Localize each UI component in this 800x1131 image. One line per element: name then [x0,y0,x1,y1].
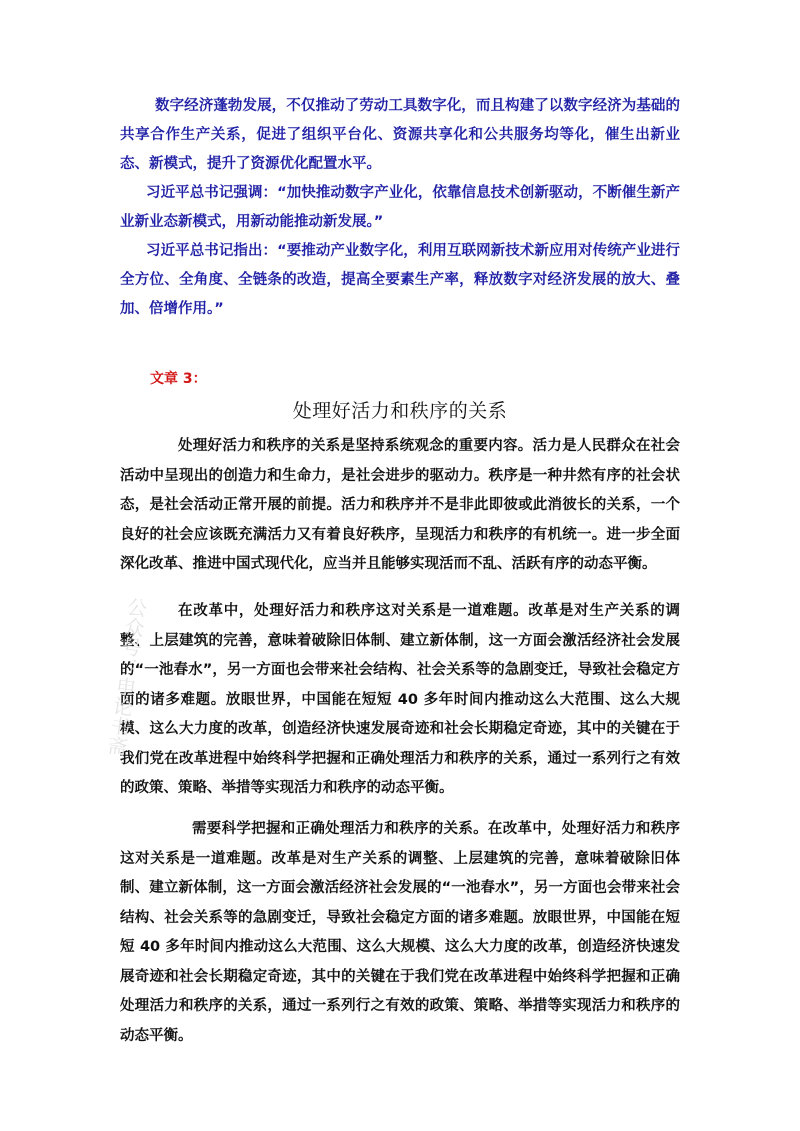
watermark: 公众号：申论书斋 [102,595,150,758]
article-label: 文章 3： [150,371,207,387]
article-paragraph-1: 处理好活力和秩序的关系是坚持系统观念的重要内容。活力是人民群众在社会活动中呈现出的创造力和生命力，是社会进步的驱动力。秩序是一种井然有序的社会状态，是社会活动正常开展的前提。活力和秩序并不是非此即彼或此消彼长的关系，一个良好的社会应该既充满活力又有着良好秩序，呈现活力和秩序的有机统一。进一步全面深化改革、推进中国式现代化，应当并且能够实现活而不乱、活跃有序的动态平衡。 [120,438,680,572]
intro-paragraph-2: 习近平总书记强调：“加快推动数字产业化，依靠信息技术创新驱动，不断催生新产业新业态新模式，用新动能推动新发展。” [120,185,680,230]
article-paragraph-3: 需要科学把握和正确处理活力和秩序的关系。在改革中，处理好活力和秩序这对关系是一道难题。改革是对生产关系的调整、上层建筑的完善，意味着破除旧体制、建立新体制，这一方面会激活经济社会发展的“一池春水”，另一方面也会带来社会结构、社会关系等的急剧变迁，导致社会稳定方面的诸多难题。放眼世界，中国能在短短 40 多年时间内推动这么大范围、这么大规模、这么大力度的改革，创造经济快速发展奇迹和社会长期稳定奇迹，其中的关键在于我们党在改革进程中始终科学把握和正确处理活力和秩序的关系，通过一系列行之有效的政策、策略、举措等实现活力和秩序的动态平衡。 [120,821,680,1044]
article-paragraph-2: 在改革中，处理好活力和秩序这对关系是一道难题。改革是对生产关系的调整、上层建筑的完善，意味着破除旧体制、建立新体制，这一方面会激活经济社会发展的“一池春水”，另一方面也会带来社会结构、社会关系等的急剧变迁，导致社会稳定方面的诸多难题。放眼世界，中国能在短短 40 多年时间内推动这么大范围、这么大规模、这么大力度的改革，创造经济快速发展奇迹和社会长期稳定奇迹，其中的关键在于我们党在改革进程中始终科学把握和正确处理活力和秩序的关系，通过一系列行之有效的政策、策略、举措等实现活力和秩序的动态平衡。 [120,603,680,796]
intro-paragraph-1: 数字经济蓬勃发展，不仅推动了劳动工具数字化，而且构建了以数字经济为基础的共享合作生产关系，促进了组织平台化、资源共享化和公共服务均等化，催生出新业态、新模式，提升了资源优化配置水平。 [120,98,680,172]
intro-paragraph-3: 习近平总书记指出：“要推动产业数字化，利用互联网新技术新应用对传统产业进行全方位、全角度、全链条的改造，提高全要素生产率，释放数字对经济发展的放大、叠加、倍增作用。” [120,243,680,317]
intro-section [120,92,680,324]
article-title: 处理好活力和秩序的关系 [292,400,508,422]
